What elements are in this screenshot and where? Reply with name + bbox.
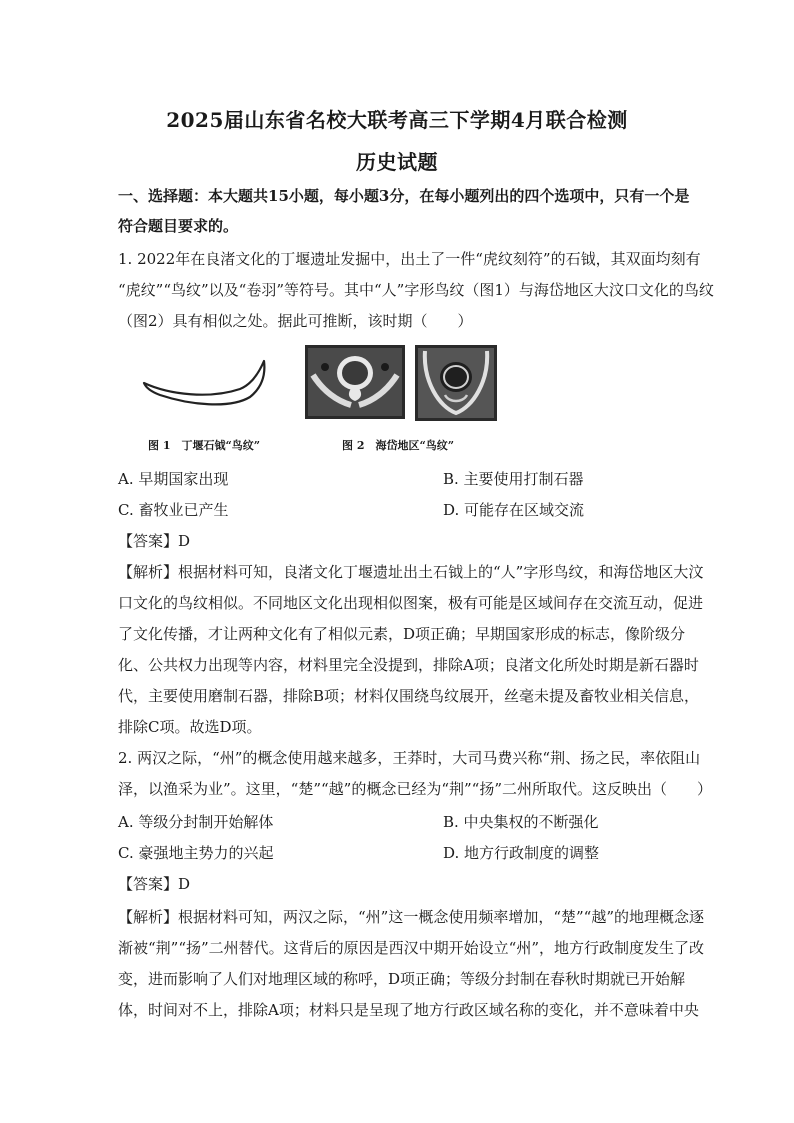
q2-option-b: B. 中央集权的不断强化 [443, 813, 599, 831]
q1-analysis-line: 代，主要使用磨制石器，排除B项；材料仅围绕鸟纹展开，丝毫未提及畜牧业相关信息， [118, 687, 700, 705]
q2-option-d: D. 地方行政制度的调整 [443, 844, 600, 862]
q2-option-a: A. 等级分封制开始解体 [118, 813, 274, 831]
section-heading-line-1: 一、选择题：本大题共15小题，每小题3分，在每小题列出的四个选项中，只有一个是 [118, 187, 690, 205]
exam-subtitle: 历史试题 [356, 150, 438, 174]
q2-stem-line: 2. 两汉之际，“州”的概念使用越来越多，王莽时，大司马费兴称“荆、扬之民，率依阻山 [118, 749, 701, 767]
q1-stem-line: “虎纹”“鸟纹”以及“卷羽”等符号。其中“人”字形鸟纹（图1）与海岱地区大汶口文化的鸟纹 [118, 281, 714, 299]
q1-analysis-line: 【解析】根据材料可知，良渚文化丁堰遗址出土石钺上的“人”字形鸟纹，和海岱地区大汶 [118, 563, 704, 581]
q2-analysis-line: 变，进而影响了人们对地理区域的称呼，D项正确；等级分封制在春秋时期就已开始解 [118, 970, 686, 988]
q1-figures [130, 345, 650, 455]
q1-analysis-line: 排除C项。故选D项。 [118, 718, 262, 736]
exam-title: 2025届山东省名校大联考高三下学期4月联合检测 [166, 108, 628, 132]
figure-2-bird-pattern-right [415, 345, 497, 421]
q1-stem-line: （图2）具有相似之处。据此可推断，该时期（ ） [118, 312, 473, 330]
q1-option-c: C. 畜牧业已产生 [118, 501, 229, 519]
section-heading-line-2: 符合题目要求的。 [118, 217, 239, 235]
q1-analysis-line: 化、公共权力出现等内容，材料里完全没提到，排除A项；良渚文化所处时期是新石器时 [118, 656, 699, 674]
q1-analysis-line: 口文化的鸟纹相似。不同地区文化出现相似图案，极有可能是区域间存在交流互动，促进 [118, 594, 704, 612]
figure-2-caption: 图 2 海岱地区“鸟纹” [342, 439, 455, 452]
q2-analysis-line: 体，时间对不上，排除A项；材料只是呈现了地方行政区域名称的变化，并不意味着中央 [118, 1001, 699, 1019]
figure-1-bird-pattern [140, 355, 280, 415]
q1-stem-line: 1. 2022年在良渚文化的丁堰遗址发掘中，出土了一件“虎纹刻符”的石钺，其双面均刻有 [118, 250, 701, 268]
q2-analysis-line: 渐被“荆”“扬”二州替代。这背后的原因是西汉中期开始设立“州”，地方行政制度发生了改 [118, 939, 705, 957]
q2-analysis-line: 【解析】根据材料可知，两汉之际，“州”这一概念使用频率增加，“楚”“越”的地理概念逐 [118, 908, 705, 926]
q1-option-b: B. 主要使用打制石器 [443, 470, 584, 488]
q2-answer: 【答案】D [118, 875, 191, 893]
q1-analysis-line: 了文化传播，才让两种文化有了相似元素，D项正确；早期国家形成的标志，像阶级分 [118, 625, 686, 643]
figure-2-bird-pattern-left [305, 345, 405, 419]
q1-option-d: D. 可能存在区域交流 [443, 501, 585, 519]
q1-option-a: A. 早期国家出现 [118, 470, 229, 488]
figure-1-caption: 图 1 丁堰石钺“鸟纹” [148, 439, 261, 452]
q1-answer: 【答案】D [118, 532, 191, 550]
q2-stem-line: 泽，以渔采为业”。这里，“楚”“越”的概念已经为“荆”“扬”二州所取代。这反映出（ ） [118, 780, 713, 798]
q2-option-c: C. 豪强地主势力的兴起 [118, 844, 274, 862]
